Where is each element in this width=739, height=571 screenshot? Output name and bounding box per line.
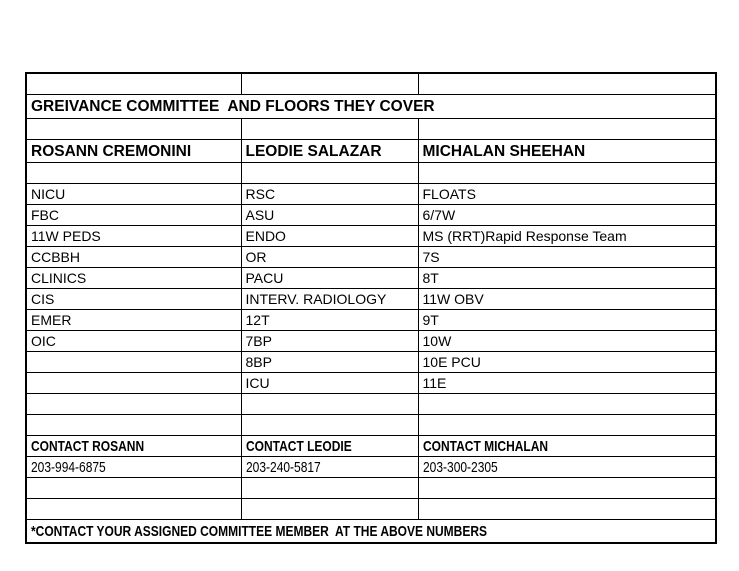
floor-cell: ASU	[241, 205, 418, 226]
phone-number-text: 203-240-5817	[245, 458, 321, 476]
floor-cell: FLOATS	[418, 184, 716, 205]
floor-cell: 7BP	[241, 331, 418, 352]
table-row	[26, 478, 716, 499]
contact-label-michalan	[418, 436, 716, 457]
empty-cell	[418, 394, 716, 415]
contact-label-leodie	[241, 436, 418, 457]
empty-cell	[26, 73, 241, 95]
floor-cell: NICU	[26, 184, 241, 205]
table-row	[26, 289, 716, 310]
floor-cell: 8T	[418, 268, 716, 289]
table-row	[26, 331, 716, 352]
table-title: GREIVANCE COMMITTEE AND FLOORS THEY COVER	[26, 95, 716, 119]
floor-cell: 10W	[418, 331, 716, 352]
table-row	[26, 415, 716, 436]
floor-cell: 11W PEDS	[26, 226, 241, 247]
contact-label-text: CONTACT ROSANN	[31, 437, 145, 455]
floor-cell: 10E PCU	[418, 352, 716, 373]
floor-cell: PACU	[241, 268, 418, 289]
member-name-rosann: ROSANN CREMONINI	[26, 140, 241, 163]
table-footnote-text: *CONTACT YOUR ASSIGNED COMMITTEE MEMBER AT THE ABOVE NUMBERS	[31, 522, 488, 540]
empty-cell	[241, 478, 418, 499]
member-name-michalan: MICHALAN SHEEHAN	[418, 140, 716, 163]
floor-cell: EMER	[26, 310, 241, 331]
table-row	[26, 310, 716, 331]
floor-cell: RSC	[241, 184, 418, 205]
empty-cell	[241, 394, 418, 415]
floor-cell: 8BP	[241, 352, 418, 373]
phone-number-rosann	[26, 457, 241, 478]
table-row	[26, 95, 716, 119]
table-row	[26, 457, 716, 478]
floor-cell: 11E	[418, 373, 716, 394]
table-row	[26, 73, 716, 95]
contact-label-text: CONTACT LEODIE	[245, 437, 352, 455]
table-row	[26, 247, 716, 268]
floor-cell: 9T	[418, 310, 716, 331]
empty-cell	[418, 415, 716, 436]
table-row	[26, 184, 716, 205]
empty-cell	[26, 119, 241, 140]
floor-cell: 12T	[241, 310, 418, 331]
floor-cell: INTERV. RADIOLOGY	[241, 289, 418, 310]
empty-cell	[241, 499, 418, 520]
floor-cell: MS (RRT)Rapid Response Team	[418, 226, 716, 247]
member-name-leodie: LEODIE SALAZAR	[241, 140, 418, 163]
table-row	[26, 163, 716, 184]
committee-table	[25, 72, 717, 544]
floor-cell: 6/7W	[418, 205, 716, 226]
empty-cell	[418, 499, 716, 520]
empty-cell	[26, 394, 241, 415]
table-row	[26, 119, 716, 140]
table-row	[26, 436, 716, 457]
table-footnote	[26, 520, 716, 544]
floor-cell: FBC	[26, 205, 241, 226]
floor-cell: OIC	[26, 331, 241, 352]
table-row	[26, 499, 716, 520]
phone-number-text: 203-300-2305	[422, 458, 498, 476]
table-row	[26, 140, 716, 163]
empty-cell	[241, 415, 418, 436]
phone-number-leodie	[241, 457, 418, 478]
empty-cell	[26, 499, 241, 520]
floor-cell: CIS	[26, 289, 241, 310]
floor-cell: 7S	[418, 247, 716, 268]
empty-cell	[418, 163, 716, 184]
floor-cell: CCBBH	[26, 247, 241, 268]
empty-cell	[241, 163, 418, 184]
table-row	[26, 205, 716, 226]
floor-cell	[26, 373, 241, 394]
empty-cell	[26, 478, 241, 499]
table-row	[26, 373, 716, 394]
floor-cell: ENDO	[241, 226, 418, 247]
empty-cell	[26, 163, 241, 184]
contact-label-text: CONTACT MICHALAN	[422, 437, 548, 455]
empty-cell	[26, 415, 241, 436]
table-row	[26, 394, 716, 415]
empty-cell	[418, 478, 716, 499]
phone-number-michalan	[418, 457, 716, 478]
phone-number-text: 203-994-6875	[31, 458, 106, 476]
floor-cell: 11W OBV	[418, 289, 716, 310]
empty-cell	[418, 73, 716, 95]
table-row	[26, 226, 716, 247]
empty-cell	[241, 119, 418, 140]
contact-label-rosann	[26, 436, 241, 457]
empty-cell	[241, 73, 418, 95]
table-row	[26, 520, 716, 544]
floor-cell: ICU	[241, 373, 418, 394]
table-row	[26, 268, 716, 289]
empty-cell	[418, 119, 716, 140]
floor-cell: OR	[241, 247, 418, 268]
table-row	[26, 352, 716, 373]
floor-cell	[26, 352, 241, 373]
floor-cell: CLINICS	[26, 268, 241, 289]
